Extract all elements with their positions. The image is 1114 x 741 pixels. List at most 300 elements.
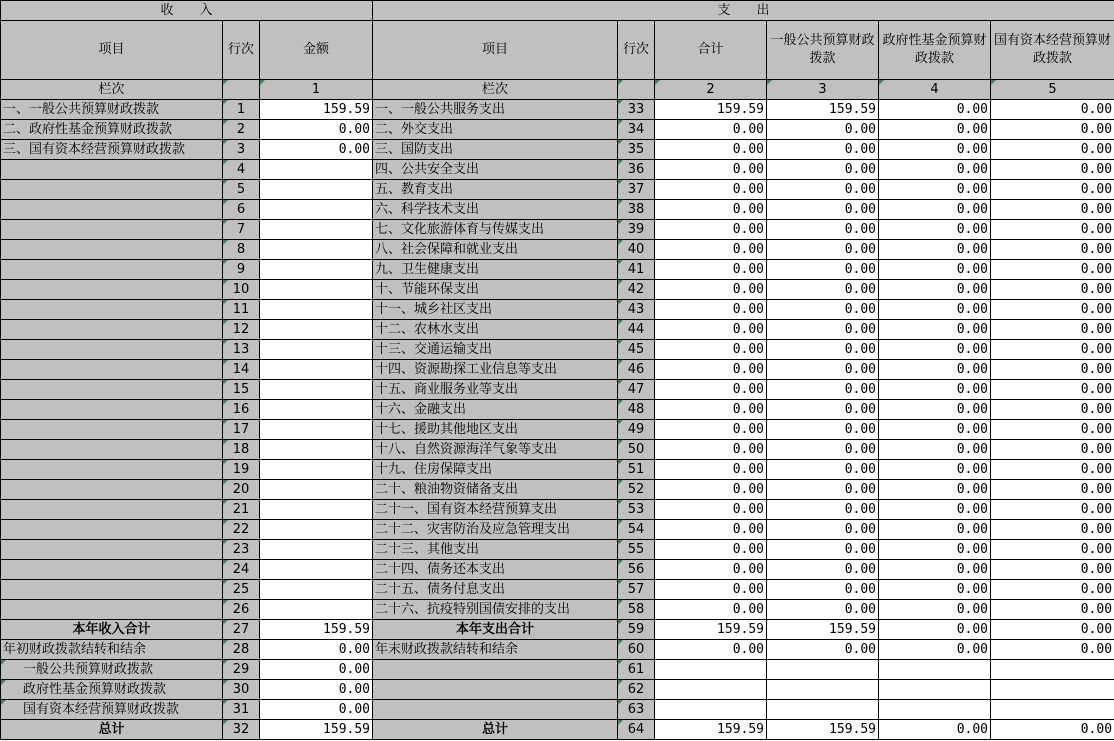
- income-amount-cell[interactable]: [260, 300, 373, 320]
- income-item-cell[interactable]: [1, 280, 223, 300]
- income-amount-cell[interactable]: [260, 320, 373, 340]
- expense-sub2-general[interactable]: [767, 680, 879, 700]
- income-item-cell[interactable]: [1, 420, 223, 440]
- expense-sub2-total[interactable]: [655, 680, 767, 700]
- income-row-no-cell[interactable]: 12: [223, 320, 260, 340]
- expense-state-cell[interactable]: 0.00: [991, 380, 1114, 400]
- expense-total-cell[interactable]: 0.00: [655, 160, 767, 180]
- expense-fund-cell[interactable]: 0.00: [879, 520, 991, 540]
- expense-item-cell[interactable]: 四、公共安全支出: [373, 160, 618, 180]
- expense-row-no-cell[interactable]: 48: [618, 400, 655, 420]
- income-amount-cell[interactable]: 159.59: [260, 100, 373, 120]
- expense-item-cell[interactable]: 十七、援助其他地区支出: [373, 420, 618, 440]
- income-item-cell[interactable]: [1, 600, 223, 620]
- income-sub1-amount[interactable]: 0.00: [260, 660, 373, 680]
- income-amount-cell[interactable]: [260, 500, 373, 520]
- income-amount-cell[interactable]: [260, 180, 373, 200]
- income-row-no-cell[interactable]: 6: [223, 200, 260, 220]
- expense-fund-cell[interactable]: 0.00: [879, 100, 991, 120]
- income-item-cell[interactable]: [1, 400, 223, 420]
- income-item-cell[interactable]: [1, 480, 223, 500]
- income-amount-cell[interactable]: [260, 220, 373, 240]
- expense-total-cell[interactable]: 0.00: [655, 560, 767, 580]
- expense-fund-cell[interactable]: 0.00: [879, 560, 991, 580]
- expense-fund-cell[interactable]: 0.00: [879, 460, 991, 480]
- expense-state-cell[interactable]: 0.00: [991, 440, 1114, 460]
- expense-item-cell[interactable]: 十八、自然资源海洋气象等支出: [373, 440, 618, 460]
- income-row-no-cell[interactable]: 9: [223, 260, 260, 280]
- expense-grand-total[interactable]: 159.59: [655, 720, 767, 740]
- income-carry-amount[interactable]: 0.00: [260, 640, 373, 660]
- expense-item-header[interactable]: 项目: [373, 21, 618, 80]
- expense-grand-state[interactable]: 0.00: [991, 720, 1114, 740]
- income-row-no-cell[interactable]: 18: [223, 440, 260, 460]
- income-amount-cell[interactable]: [260, 240, 373, 260]
- expense-end-general[interactable]: 0.00: [767, 640, 879, 660]
- expense-general-cell[interactable]: 0.00: [767, 560, 879, 580]
- income-sub2-no[interactable]: 30: [223, 680, 260, 700]
- expense-total-cell[interactable]: 0.00: [655, 400, 767, 420]
- expense-state-cell[interactable]: 0.00: [991, 220, 1114, 240]
- income-item-cell[interactable]: [1, 300, 223, 320]
- expense-row-no-cell[interactable]: 45: [618, 340, 655, 360]
- expense-total-cell[interactable]: 0.00: [655, 460, 767, 480]
- expense-row-no-cell[interactable]: 43: [618, 300, 655, 320]
- expense-sub1-label[interactable]: [373, 660, 618, 680]
- expense-fund-cell[interactable]: 0.00: [879, 140, 991, 160]
- expense-end-state[interactable]: 0.00: [991, 640, 1114, 660]
- expense-general-cell[interactable]: 0.00: [767, 360, 879, 380]
- expense-state-cell[interactable]: 0.00: [991, 160, 1114, 180]
- expense-end-no[interactable]: 60: [618, 640, 655, 660]
- expense-general-cell[interactable]: 0.00: [767, 460, 879, 480]
- expense-item-cell[interactable]: 十二、农林水支出: [373, 320, 618, 340]
- expense-total-cell[interactable]: 0.00: [655, 280, 767, 300]
- expense-general-cell[interactable]: 0.00: [767, 120, 879, 140]
- income-index-row-no[interactable]: [223, 80, 260, 100]
- expense-total-cell[interactable]: 0.00: [655, 200, 767, 220]
- expense-item-cell[interactable]: 二十四、债务还本支出: [373, 560, 618, 580]
- expense-row-no-cell[interactable]: 36: [618, 160, 655, 180]
- expense-row-no-cell[interactable]: 46: [618, 360, 655, 380]
- income-sub2-amount[interactable]: 0.00: [260, 680, 373, 700]
- expense-item-cell[interactable]: 十一、城乡社区支出: [373, 300, 618, 320]
- expense-sub3-fund[interactable]: [879, 700, 991, 720]
- expense-year-fund[interactable]: 0.00: [879, 620, 991, 640]
- income-amount-cell[interactable]: [260, 440, 373, 460]
- expense-total-cell[interactable]: 0.00: [655, 180, 767, 200]
- income-item-cell[interactable]: [1, 160, 223, 180]
- expense-year-total-no[interactable]: 59: [618, 620, 655, 640]
- income-sub3-amount[interactable]: 0.00: [260, 700, 373, 720]
- expense-index-4[interactable]: 4: [879, 80, 991, 100]
- income-index-label[interactable]: 栏次: [1, 80, 223, 100]
- expense-fund-cell[interactable]: 0.00: [879, 440, 991, 460]
- income-amount-cell[interactable]: [260, 280, 373, 300]
- income-amount-cell[interactable]: [260, 460, 373, 480]
- income-item-cell[interactable]: [1, 440, 223, 460]
- expense-general-cell[interactable]: 0.00: [767, 220, 879, 240]
- expense-general-header[interactable]: 一般公共预算财政拨款: [767, 21, 879, 80]
- income-item-cell[interactable]: 三、国有资本经营预算财政拨款: [1, 140, 223, 160]
- expense-row-no-cell[interactable]: 39: [618, 220, 655, 240]
- expense-general-cell[interactable]: 0.00: [767, 600, 879, 620]
- expense-fund-cell[interactable]: 0.00: [879, 340, 991, 360]
- expense-year-total[interactable]: 159.59: [655, 620, 767, 640]
- expense-item-cell[interactable]: 十、节能环保支出: [373, 280, 618, 300]
- income-year-total-amount[interactable]: 159.59: [260, 620, 373, 640]
- income-row-no-cell[interactable]: 7: [223, 220, 260, 240]
- expense-row-no-cell[interactable]: 55: [618, 540, 655, 560]
- expense-general-cell[interactable]: 0.00: [767, 160, 879, 180]
- income-grand-total-amount[interactable]: 159.59: [260, 720, 373, 740]
- expense-fund-cell[interactable]: 0.00: [879, 240, 991, 260]
- income-amount-cell[interactable]: 0.00: [260, 120, 373, 140]
- income-row-no-cell[interactable]: 16: [223, 400, 260, 420]
- expense-total-cell[interactable]: 159.59: [655, 100, 767, 120]
- expense-item-cell[interactable]: 二十六、抗疫特别国债安排的支出: [373, 600, 618, 620]
- income-row-no-cell[interactable]: 1: [223, 100, 260, 120]
- income-row-no-cell[interactable]: 11: [223, 300, 260, 320]
- expense-row-no-cell[interactable]: 47: [618, 380, 655, 400]
- income-year-total-label[interactable]: 本年收入合计: [1, 620, 223, 640]
- income-amount-cell[interactable]: [260, 200, 373, 220]
- expense-state-cell[interactable]: 0.00: [991, 240, 1114, 260]
- expense-item-cell[interactable]: 九、卫生健康支出: [373, 260, 618, 280]
- expense-fund-cell[interactable]: 0.00: [879, 220, 991, 240]
- expense-total-cell[interactable]: 0.00: [655, 480, 767, 500]
- income-grand-total-label[interactable]: 总计: [1, 720, 223, 740]
- expense-sub3-general[interactable]: [767, 700, 879, 720]
- expense-state-cell[interactable]: 0.00: [991, 200, 1114, 220]
- expense-general-cell[interactable]: 0.00: [767, 580, 879, 600]
- expense-state-cell[interactable]: 0.00: [991, 500, 1114, 520]
- income-row-no-cell[interactable]: 23: [223, 540, 260, 560]
- expense-total-cell[interactable]: 0.00: [655, 380, 767, 400]
- expense-state-cell[interactable]: 0.00: [991, 420, 1114, 440]
- expense-fund-cell[interactable]: 0.00: [879, 600, 991, 620]
- expense-sub1-fund[interactable]: [879, 660, 991, 680]
- expense-row-no-cell[interactable]: 41: [618, 260, 655, 280]
- expense-state-cell[interactable]: 0.00: [991, 100, 1114, 120]
- expense-item-cell[interactable]: 二十二、灾害防治及应急管理支出: [373, 520, 618, 540]
- expense-item-cell[interactable]: 三、国防支出: [373, 140, 618, 160]
- income-item-cell[interactable]: [1, 580, 223, 600]
- expense-item-cell[interactable]: 七、文化旅游体育与传媒支出: [373, 220, 618, 240]
- expense-total-cell[interactable]: 0.00: [655, 240, 767, 260]
- expense-fund-cell[interactable]: 0.00: [879, 200, 991, 220]
- income-row-no-cell[interactable]: 3: [223, 140, 260, 160]
- income-item-cell[interactable]: [1, 320, 223, 340]
- expense-index-label[interactable]: 栏次: [373, 80, 618, 100]
- expense-general-cell[interactable]: 0.00: [767, 300, 879, 320]
- income-amount-cell[interactable]: [260, 360, 373, 380]
- income-row-no-cell[interactable]: 22: [223, 520, 260, 540]
- income-row-no-cell[interactable]: 4: [223, 160, 260, 180]
- expense-total-cell[interactable]: 0.00: [655, 360, 767, 380]
- expense-index-2[interactable]: 2: [655, 80, 767, 100]
- expense-end-fund[interactable]: 0.00: [879, 640, 991, 660]
- income-row-no-header[interactable]: 行次: [223, 21, 260, 80]
- expense-fund-cell[interactable]: 0.00: [879, 360, 991, 380]
- expense-state-cell[interactable]: 0.00: [991, 340, 1114, 360]
- expense-general-cell[interactable]: 0.00: [767, 440, 879, 460]
- income-amount-cell[interactable]: [260, 540, 373, 560]
- expense-item-cell[interactable]: 二十、粮油物资储备支出: [373, 480, 618, 500]
- income-item-cell[interactable]: [1, 180, 223, 200]
- expense-year-state[interactable]: 0.00: [991, 620, 1114, 640]
- expense-year-total-label[interactable]: 本年支出合计: [373, 620, 618, 640]
- expense-total-cell[interactable]: 0.00: [655, 320, 767, 340]
- expense-row-no-cell[interactable]: 51: [618, 460, 655, 480]
- expense-row-no-cell[interactable]: 44: [618, 320, 655, 340]
- income-row-no-cell[interactable]: 20: [223, 480, 260, 500]
- income-row-no-cell[interactable]: 19: [223, 460, 260, 480]
- expense-fund-cell[interactable]: 0.00: [879, 420, 991, 440]
- expense-general-cell[interactable]: 0.00: [767, 420, 879, 440]
- income-section-header[interactable]: 收 入: [1, 1, 373, 21]
- expense-general-cell[interactable]: 0.00: [767, 500, 879, 520]
- income-amount-cell[interactable]: [260, 260, 373, 280]
- expense-general-cell[interactable]: 0.00: [767, 340, 879, 360]
- expense-general-cell[interactable]: 0.00: [767, 180, 879, 200]
- expense-fund-cell[interactable]: 0.00: [879, 300, 991, 320]
- income-sub3-label[interactable]: 国有资本经营预算财政拨款: [1, 700, 223, 720]
- income-amount-cell[interactable]: [260, 400, 373, 420]
- income-item-cell[interactable]: [1, 460, 223, 480]
- expense-item-cell[interactable]: 五、教育支出: [373, 180, 618, 200]
- expense-sub2-label[interactable]: [373, 680, 618, 700]
- expense-total-cell[interactable]: 0.00: [655, 300, 767, 320]
- expense-state-cell[interactable]: 0.00: [991, 360, 1114, 380]
- expense-state-cell[interactable]: 0.00: [991, 460, 1114, 480]
- income-year-total-no[interactable]: 27: [223, 620, 260, 640]
- expense-state-cell[interactable]: 0.00: [991, 280, 1114, 300]
- expense-general-cell[interactable]: 159.59: [767, 100, 879, 120]
- income-row-no-cell[interactable]: 17: [223, 420, 260, 440]
- expense-row-no-cell[interactable]: 57: [618, 580, 655, 600]
- income-amount-cell[interactable]: [260, 600, 373, 620]
- expense-fund-cell[interactable]: 0.00: [879, 160, 991, 180]
- income-amount-cell[interactable]: [260, 560, 373, 580]
- income-item-cell[interactable]: [1, 200, 223, 220]
- expense-fund-cell[interactable]: 0.00: [879, 480, 991, 500]
- income-amount-cell[interactable]: [260, 580, 373, 600]
- income-amount-cell[interactable]: [260, 420, 373, 440]
- expense-sub3-state[interactable]: [991, 700, 1114, 720]
- income-item-cell[interactable]: [1, 540, 223, 560]
- expense-state-cell[interactable]: 0.00: [991, 180, 1114, 200]
- income-row-no-cell[interactable]: 15: [223, 380, 260, 400]
- expense-fund-cell[interactable]: 0.00: [879, 500, 991, 520]
- expense-sub3-no[interactable]: 63: [618, 700, 655, 720]
- expense-row-no-cell[interactable]: 40: [618, 240, 655, 260]
- expense-state-cell[interactable]: 0.00: [991, 520, 1114, 540]
- income-sub1-label[interactable]: 一般公共预算财政拨款: [1, 660, 223, 680]
- expense-fund-cell[interactable]: 0.00: [879, 180, 991, 200]
- expense-state-cell[interactable]: 0.00: [991, 120, 1114, 140]
- income-sub3-no[interactable]: 31: [223, 700, 260, 720]
- expense-index-row-no[interactable]: [618, 80, 655, 100]
- expense-item-cell[interactable]: 十五、商业服务业等支出: [373, 380, 618, 400]
- expense-index-5[interactable]: 5: [991, 80, 1114, 100]
- expense-fund-cell[interactable]: 0.00: [879, 320, 991, 340]
- expense-item-cell[interactable]: 十九、住房保障支出: [373, 460, 618, 480]
- expense-fund-cell[interactable]: 0.00: [879, 400, 991, 420]
- expense-state-cell[interactable]: 0.00: [991, 320, 1114, 340]
- expense-total-cell[interactable]: 0.00: [655, 540, 767, 560]
- expense-state-cell[interactable]: 0.00: [991, 260, 1114, 280]
- expense-total-cell[interactable]: 0.00: [655, 340, 767, 360]
- expense-fund-cell[interactable]: 0.00: [879, 280, 991, 300]
- expense-year-general[interactable]: 159.59: [767, 620, 879, 640]
- expense-total-cell[interactable]: 0.00: [655, 440, 767, 460]
- expense-section-header[interactable]: 支 出: [373, 1, 1114, 21]
- expense-item-cell[interactable]: 六、科学技术支出: [373, 200, 618, 220]
- expense-end-total[interactable]: 0.00: [655, 640, 767, 660]
- expense-general-cell[interactable]: 0.00: [767, 540, 879, 560]
- expense-item-cell[interactable]: 十三、交通运输支出: [373, 340, 618, 360]
- expense-item-cell[interactable]: 二十五、债务付息支出: [373, 580, 618, 600]
- expense-fund-cell[interactable]: 0.00: [879, 540, 991, 560]
- expense-row-no-cell[interactable]: 42: [618, 280, 655, 300]
- income-row-no-cell[interactable]: 2: [223, 120, 260, 140]
- expense-item-cell[interactable]: 二、外交支出: [373, 120, 618, 140]
- income-carry-no[interactable]: 28: [223, 640, 260, 660]
- expense-general-cell[interactable]: 0.00: [767, 320, 879, 340]
- income-item-cell[interactable]: 二、政府性基金预算财政拨款: [1, 120, 223, 140]
- income-item-cell[interactable]: [1, 560, 223, 580]
- expense-general-cell[interactable]: 0.00: [767, 380, 879, 400]
- expense-item-cell[interactable]: 八、社会保障和就业支出: [373, 240, 618, 260]
- expense-item-cell[interactable]: 十六、金融支出: [373, 400, 618, 420]
- expense-fund-cell[interactable]: 0.00: [879, 120, 991, 140]
- expense-grand-general[interactable]: 159.59: [767, 720, 879, 740]
- expense-sub2-state[interactable]: [991, 680, 1114, 700]
- expense-sub3-label[interactable]: [373, 700, 618, 720]
- income-grand-total-no[interactable]: 32: [223, 720, 260, 740]
- expense-state-cell[interactable]: 0.00: [991, 480, 1114, 500]
- expense-index-3[interactable]: 3: [767, 80, 879, 100]
- expense-sub2-fund[interactable]: [879, 680, 991, 700]
- expense-item-cell[interactable]: 一、一般公共服务支出: [373, 100, 618, 120]
- income-carry-label[interactable]: 年初财政拨款结转和结余: [1, 640, 223, 660]
- expense-total-cell[interactable]: 0.00: [655, 520, 767, 540]
- expense-state-cell[interactable]: 0.00: [991, 540, 1114, 560]
- expense-state-header[interactable]: 国有资本经营预算财政拨款: [991, 21, 1114, 80]
- expense-sub1-state[interactable]: [991, 660, 1114, 680]
- expense-sub2-no[interactable]: 62: [618, 680, 655, 700]
- income-amount-cell[interactable]: [260, 520, 373, 540]
- income-item-cell[interactable]: 一、一般公共预算财政拨款: [1, 100, 223, 120]
- expense-total-cell[interactable]: 0.00: [655, 140, 767, 160]
- expense-total-cell[interactable]: 0.00: [655, 420, 767, 440]
- expense-grand-total-label[interactable]: 总计: [373, 720, 618, 740]
- expense-general-cell[interactable]: 0.00: [767, 140, 879, 160]
- income-amount-cell[interactable]: [260, 380, 373, 400]
- expense-total-cell[interactable]: 0.00: [655, 260, 767, 280]
- expense-row-no-cell[interactable]: 52: [618, 480, 655, 500]
- expense-fund-cell[interactable]: 0.00: [879, 380, 991, 400]
- income-item-cell[interactable]: [1, 220, 223, 240]
- income-item-cell[interactable]: [1, 260, 223, 280]
- expense-general-cell[interactable]: 0.00: [767, 240, 879, 260]
- expense-row-no-cell[interactable]: 58: [618, 600, 655, 620]
- expense-row-no-cell[interactable]: 38: [618, 200, 655, 220]
- expense-general-cell[interactable]: 0.00: [767, 280, 879, 300]
- expense-row-no-cell[interactable]: 33: [618, 100, 655, 120]
- income-index-1[interactable]: 1: [260, 80, 373, 100]
- income-item-cell[interactable]: [1, 520, 223, 540]
- expense-row-no-cell[interactable]: 54: [618, 520, 655, 540]
- expense-general-cell[interactable]: 0.00: [767, 520, 879, 540]
- expense-state-cell[interactable]: 0.00: [991, 580, 1114, 600]
- income-amount-header[interactable]: 金额: [260, 21, 373, 80]
- expense-state-cell[interactable]: 0.00: [991, 600, 1114, 620]
- expense-grand-total-no[interactable]: 64: [618, 720, 655, 740]
- expense-general-cell[interactable]: 0.00: [767, 260, 879, 280]
- income-item-cell[interactable]: [1, 500, 223, 520]
- expense-fund-cell[interactable]: 0.00: [879, 260, 991, 280]
- income-sub1-no[interactable]: 29: [223, 660, 260, 680]
- income-item-cell[interactable]: [1, 360, 223, 380]
- income-item-header[interactable]: 项目: [1, 21, 223, 80]
- income-amount-cell[interactable]: [260, 160, 373, 180]
- expense-sub1-no[interactable]: 61: [618, 660, 655, 680]
- expense-row-no-cell[interactable]: 53: [618, 500, 655, 520]
- expense-row-no-cell[interactable]: 37: [618, 180, 655, 200]
- expense-fund-cell[interactable]: 0.00: [879, 580, 991, 600]
- expense-row-no-cell[interactable]: 56: [618, 560, 655, 580]
- income-row-no-cell[interactable]: 5: [223, 180, 260, 200]
- expense-state-cell[interactable]: 0.00: [991, 140, 1114, 160]
- expense-total-header[interactable]: 合计: [655, 21, 767, 80]
- expense-row-no-header[interactable]: 行次: [618, 21, 655, 80]
- expense-fund-header[interactable]: 政府性基金预算财政拨款: [879, 21, 991, 80]
- expense-row-no-cell[interactable]: 34: [618, 120, 655, 140]
- income-row-no-cell[interactable]: 8: [223, 240, 260, 260]
- expense-state-cell[interactable]: 0.00: [991, 400, 1114, 420]
- income-row-no-cell[interactable]: 13: [223, 340, 260, 360]
- expense-item-cell[interactable]: 二十一、国有资本经营预算支出: [373, 500, 618, 520]
- income-amount-cell[interactable]: [260, 480, 373, 500]
- income-item-cell[interactable]: [1, 380, 223, 400]
- income-row-no-cell[interactable]: 24: [223, 560, 260, 580]
- income-row-no-cell[interactable]: 14: [223, 360, 260, 380]
- expense-sub1-general[interactable]: [767, 660, 879, 680]
- expense-sub3-total[interactable]: [655, 700, 767, 720]
- expense-general-cell[interactable]: 0.00: [767, 400, 879, 420]
- expense-total-cell[interactable]: 0.00: [655, 120, 767, 140]
- expense-sub1-total[interactable]: [655, 660, 767, 680]
- expense-state-cell[interactable]: 0.00: [991, 300, 1114, 320]
- income-row-no-cell[interactable]: 21: [223, 500, 260, 520]
- expense-row-no-cell[interactable]: 50: [618, 440, 655, 460]
- expense-row-no-cell[interactable]: 35: [618, 140, 655, 160]
- expense-general-cell[interactable]: 0.00: [767, 480, 879, 500]
- expense-row-no-cell[interactable]: 49: [618, 420, 655, 440]
- income-row-no-cell[interactable]: 26: [223, 600, 260, 620]
- income-sub2-label[interactable]: 政府性基金预算财政拨款: [1, 680, 223, 700]
- expense-general-cell[interactable]: 0.00: [767, 200, 879, 220]
- expense-state-cell[interactable]: 0.00: [991, 560, 1114, 580]
- expense-item-cell[interactable]: 二十三、其他支出: [373, 540, 618, 560]
- expense-grand-fund[interactable]: 0.00: [879, 720, 991, 740]
- expense-total-cell[interactable]: 0.00: [655, 600, 767, 620]
- expense-item-cell[interactable]: 十四、资源勘探工业信息等支出: [373, 360, 618, 380]
- expense-end-label[interactable]: 年末财政拨款结转和结余: [373, 640, 618, 660]
- income-row-no-cell[interactable]: 25: [223, 580, 260, 600]
